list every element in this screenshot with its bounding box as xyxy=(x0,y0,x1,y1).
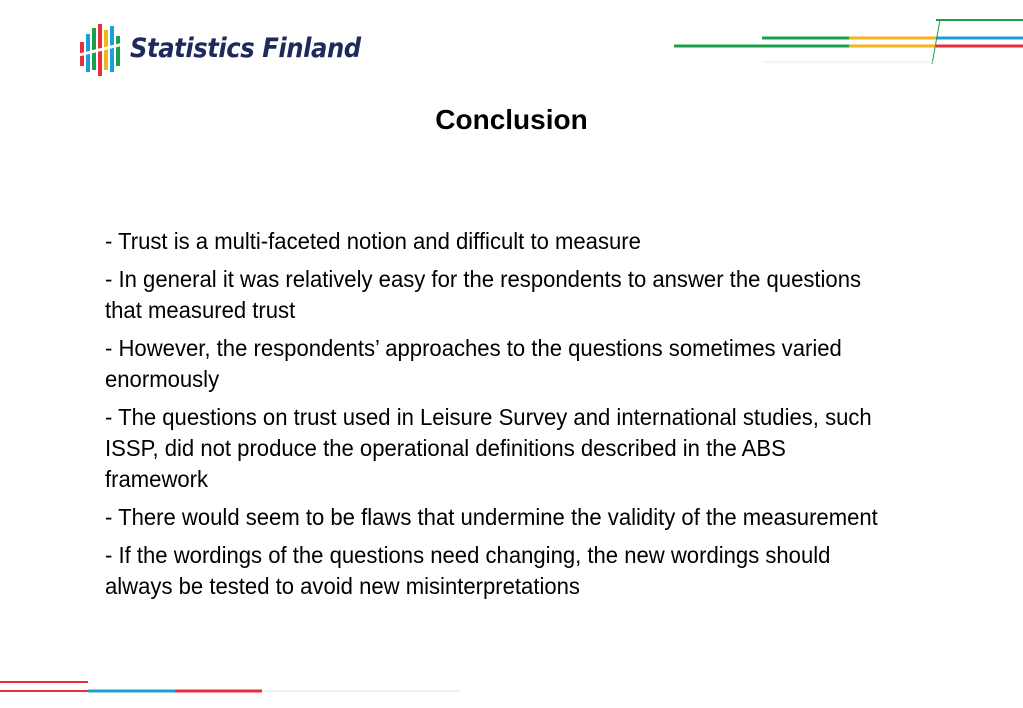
statistics-finland-logo xyxy=(78,22,378,80)
slide-title: Conclusion xyxy=(435,104,588,135)
logo-bars-icon xyxy=(78,22,124,80)
bullet-item: - There would seem to be flaws that undermine the validity of the measurement xyxy=(105,504,878,530)
bullet-item: - In general it was relatively easy for the respondents to answer the questions that measured trust xyxy=(105,266,862,323)
bottom-decorative-stripes xyxy=(0,678,460,698)
brand-name: Statistics Finland xyxy=(130,33,361,64)
bullet-item: - The questions on trust used in Leisure Survey and international studies, such ISSP, did not produce the operational definitions described in the ABS framework xyxy=(105,404,872,492)
bullet-list xyxy=(105,226,892,609)
bullet-item: - However, the respondents’ approaches to the questions sometimes varied enormously xyxy=(105,335,842,392)
top-decorative-stripes xyxy=(674,18,1023,68)
bullet-item: - Trust is a multi-faceted notion and difficult to measure xyxy=(105,228,641,254)
bullet-item: - If the wordings of the questions need changing, the new wordings should always be tested to avoid new misinterpretations xyxy=(105,542,831,599)
